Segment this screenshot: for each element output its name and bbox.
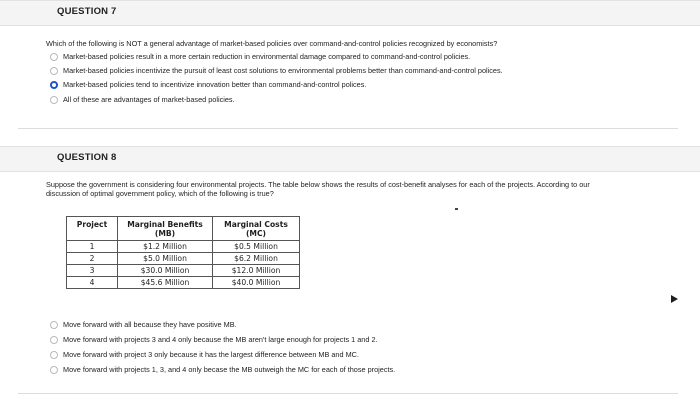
table-row bbox=[67, 241, 300, 253]
mouse-pointer-icon bbox=[671, 295, 678, 303]
radio-button[interactable] bbox=[50, 96, 58, 104]
q7-option-1[interactable] bbox=[50, 52, 470, 61]
q7-option-2-label: Market-based policies incentivize the pursuit of least cost solutions to environmental problems better than command-and-control polices. bbox=[63, 66, 503, 75]
stray-mark bbox=[455, 208, 458, 210]
header-marginal-benefits: Marginal Benefits (MB) bbox=[118, 217, 213, 241]
cost-benefit-table bbox=[66, 216, 300, 289]
question-7-prompt: Which of the following is NOT a general advantage of market-based policies over command-and-control policies recognized by economists? bbox=[46, 39, 498, 48]
radio-button[interactable] bbox=[50, 351, 58, 359]
cell-project: 2 bbox=[67, 253, 118, 265]
q7-option-4-label: All of these are advantages of market-based policies. bbox=[63, 95, 235, 104]
q8-option-1[interactable] bbox=[50, 320, 237, 329]
radio-button[interactable] bbox=[50, 67, 58, 75]
radio-button[interactable] bbox=[50, 53, 58, 61]
cell-mc: $0.5 Million bbox=[213, 241, 300, 253]
cell-project: 3 bbox=[67, 265, 118, 277]
q7-option-3-label: Market-based policies tend to incentivize innovation better than command-and-control polices. bbox=[63, 80, 367, 89]
cell-mb: $45.6 Million bbox=[118, 277, 213, 289]
question-8-prompt-line-1: Suppose the government is considering four environmental projects. The table below shows the results of cost-benefit analyses for each of the projects. According to our bbox=[46, 180, 590, 189]
cell-mc: $6.2 Million bbox=[213, 253, 300, 265]
divider bbox=[18, 128, 678, 129]
q8-option-3-label: Move forward with project 3 only because it has the largest difference between MB and MC. bbox=[63, 350, 359, 359]
q8-option-1-label: Move forward with all because they have positive MB. bbox=[63, 320, 237, 329]
table-row bbox=[67, 277, 300, 289]
q7-option-2[interactable] bbox=[50, 66, 503, 75]
radio-button[interactable] bbox=[50, 336, 58, 344]
header-marginal-costs: Marginal Costs (MC) bbox=[213, 217, 300, 241]
radio-button[interactable] bbox=[50, 321, 58, 329]
cell-mc: $40.0 Million bbox=[213, 277, 300, 289]
cell-mc: $12.0 Million bbox=[213, 265, 300, 277]
table-header-row bbox=[67, 217, 300, 241]
cell-mb: $1.2 Million bbox=[118, 241, 213, 253]
q7-option-3[interactable] bbox=[50, 80, 366, 89]
q8-option-2[interactable] bbox=[50, 335, 378, 344]
q8-option-3[interactable] bbox=[50, 350, 359, 359]
question-8-prompt bbox=[46, 180, 696, 198]
table-row bbox=[67, 265, 300, 277]
q8-option-4-label: Move forward with projects 1, 3, and 4 only becase the MB outweigh the MC for each of those projects. bbox=[63, 365, 396, 374]
q7-option-4[interactable] bbox=[50, 95, 235, 104]
divider bbox=[18, 393, 678, 394]
cell-mb: $5.0 Million bbox=[118, 253, 213, 265]
question-8-title: QUESTION 8 bbox=[57, 152, 117, 163]
q7-option-1-label: Market-based policies result in a more certain reduction in environmental damage compared to command-and-control policies. bbox=[63, 52, 471, 61]
header-project: Project bbox=[67, 217, 118, 241]
cell-project: 4 bbox=[67, 277, 118, 289]
table-row bbox=[67, 253, 300, 265]
q8-option-2-label: Move forward with projects 3 and 4 only because the MB aren't large enough for projects 1 and 2. bbox=[63, 335, 378, 344]
radio-button[interactable] bbox=[50, 366, 58, 374]
cell-mb: $30.0 Million bbox=[118, 265, 213, 277]
q8-option-4[interactable] bbox=[50, 365, 395, 374]
cell-project: 1 bbox=[67, 241, 118, 253]
question-8-prompt-line-2: discussion of optimal government policy, which of the following is true? bbox=[46, 189, 274, 198]
radio-button-selected[interactable] bbox=[50, 81, 58, 89]
question-7-title: QUESTION 7 bbox=[57, 6, 117, 17]
